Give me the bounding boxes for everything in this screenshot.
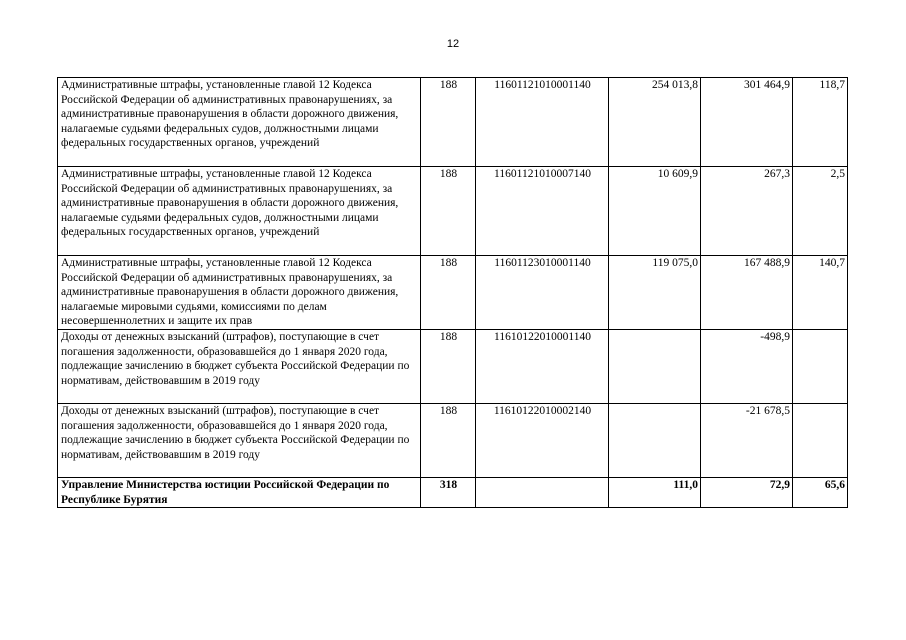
row-value-2: 301 464,9 xyxy=(701,78,793,167)
table-row xyxy=(58,78,848,167)
row-name: Административные штрафы, установленные главой 12 Кодекса Российской Федерации об административных правонарушениях, за административные правонарушения в области дорожного движения, налагаемые мировыми судьями, комиссиями по делам несовершеннолетних и защите их прав xyxy=(58,256,421,330)
row-name: Управление Министерства юстиции Российской Федерации по Республике Бурятия xyxy=(58,478,421,508)
row-classification-code xyxy=(476,478,609,508)
row-value-3: 118,7 xyxy=(793,78,848,167)
row-admin-code: 188 xyxy=(421,330,476,404)
row-value-2: 167 488,9 xyxy=(701,256,793,330)
revenue-table xyxy=(57,77,848,508)
row-classification-code: 11601121010001140 xyxy=(476,78,609,167)
row-value-2: -498,9 xyxy=(701,330,793,404)
row-admin-code: 318 xyxy=(421,478,476,508)
row-value-2: 267,3 xyxy=(701,167,793,256)
row-classification-code: 11610122010002140 xyxy=(476,404,609,478)
row-value-1: 10 609,9 xyxy=(609,167,701,256)
row-value-2: 72,9 xyxy=(701,478,793,508)
row-admin-code: 188 xyxy=(421,404,476,478)
table-row-department-total xyxy=(58,478,848,508)
row-value-1 xyxy=(609,330,701,404)
page-number: 12 xyxy=(446,38,460,50)
row-value-3: 140,7 xyxy=(793,256,848,330)
row-value-1: 111,0 xyxy=(609,478,701,508)
row-name: Доходы от денежных взысканий (штрафов), поступающие в счет погашения задолженности, образовавшейся до 1 января 2020 года, подлежащие зачислению в бюджет субъекта Российской Федерации по нормативам, действовавшим в 2019 году xyxy=(58,330,421,404)
table-row xyxy=(58,256,848,330)
table-row xyxy=(58,330,848,404)
row-value-3: 2,5 xyxy=(793,167,848,256)
table-row xyxy=(58,404,848,478)
row-value-3 xyxy=(793,404,848,478)
row-admin-code: 188 xyxy=(421,167,476,256)
row-classification-code: 11610122010001140 xyxy=(476,330,609,404)
table-row xyxy=(58,167,848,256)
row-value-3 xyxy=(793,330,848,404)
row-admin-code: 188 xyxy=(421,78,476,167)
row-name: Доходы от денежных взысканий (штрафов), поступающие в счет погашения задолженности, образовавшейся до 1 января 2020 года, подлежащие зачислению в бюджет субъекта Российской Федерации по нормативам, действовавшим в 2019 году xyxy=(58,404,421,478)
row-name: Административные штрафы, установленные главой 12 Кодекса Российской Федерации об административных правонарушениях, за административные правонарушения в области дорожного движения, налагаемые судьями федеральных судов, должностными лицами федеральных государственных органов, учреждений xyxy=(58,78,421,167)
row-value-1: 254 013,8 xyxy=(609,78,701,167)
row-classification-code: 11601123010001140 xyxy=(476,256,609,330)
row-admin-code: 188 xyxy=(421,256,476,330)
row-value-3: 65,6 xyxy=(793,478,848,508)
row-value-1 xyxy=(609,404,701,478)
row-value-1: 119 075,0 xyxy=(609,256,701,330)
row-classification-code: 11601121010007140 xyxy=(476,167,609,256)
row-value-2: -21 678,5 xyxy=(701,404,793,478)
row-name: Административные штрафы, установленные главой 12 Кодекса Российской Федерации об административных правонарушениях, за административные правонарушения в области дорожного движения, налагаемые судьями федеральных судов, должностными лицами федеральных государственных органов, учреждений xyxy=(58,167,421,256)
